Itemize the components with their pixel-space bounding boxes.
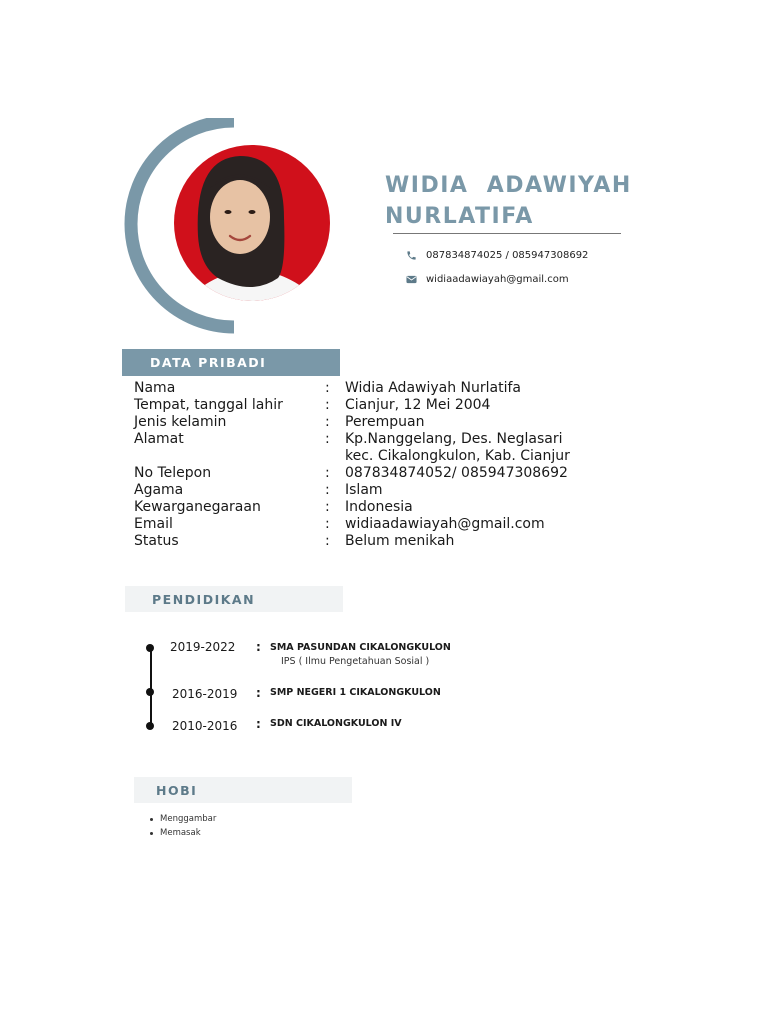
name-line-1: WIDIA ADAWIYAH (385, 173, 632, 198)
hobby-text: Menggambar (160, 814, 217, 824)
row-colon: : (325, 516, 330, 532)
education-colon: : (256, 640, 261, 654)
timeline-dot (146, 644, 154, 652)
row-value: kec. Cikalongkulon, Kab. Cianjur (345, 448, 570, 464)
hobby-item (150, 814, 216, 824)
cv-name (385, 170, 705, 232)
education-years: 2019-2022 (170, 640, 236, 654)
row-value: Widia Adawiyah Nurlatifa (345, 380, 522, 396)
row-value: Cianjur, 12 Mei 2004 (345, 397, 491, 413)
row-label: Agama (134, 482, 184, 498)
row-value: Indonesia (345, 499, 413, 515)
row-colon: : (325, 380, 330, 396)
row-colon: : (325, 482, 330, 498)
education-school: SMA PASUNDAN CIKALONGKULON (270, 642, 451, 653)
phone-icon (404, 248, 418, 262)
section-heading-hobi: HOBI (134, 777, 352, 803)
timeline-dot (146, 688, 154, 696)
education-colon: : (256, 686, 261, 700)
education-school: SMP NEGERI 1 CIKALONGKULON (270, 687, 441, 698)
education-years: 2010-2016 (172, 719, 238, 733)
contact-email (404, 271, 569, 287)
email-text: widiaadawiayah@gmail.com (426, 273, 569, 285)
row-value: Kp.Nanggelang, Des. Neglasari (345, 431, 563, 447)
row-label: Jenis kelamin (134, 414, 227, 430)
row-label: Alamat (134, 431, 184, 447)
row-colon: : (325, 499, 330, 515)
timeline-dot (146, 722, 154, 730)
row-value: Belum menikah (345, 533, 455, 549)
row-value: widiaadawiayah@gmail.com (345, 516, 545, 532)
bullet-icon (150, 818, 153, 821)
row-colon: : (325, 465, 330, 481)
row-colon: : (325, 397, 330, 413)
row-label: No Telepon (134, 465, 212, 481)
section-heading-data-pribadi: DATA PRIBADI (122, 349, 340, 376)
row-value: 087834874052/ 085947308692 (345, 465, 568, 481)
hobby-text: Memasak (160, 828, 201, 838)
row-label: Tempat, tanggal lahir (134, 397, 283, 413)
row-value: Islam (345, 482, 383, 498)
row-label: Email (134, 516, 173, 532)
section-heading-pendidikan: PENDIDIKAN (125, 586, 343, 612)
row-label: Status (134, 533, 179, 549)
row-label: Nama (134, 380, 176, 396)
row-value: Perempuan (345, 414, 425, 430)
name-divider (393, 233, 621, 234)
contact-phone (404, 247, 588, 263)
envelope-icon (404, 272, 418, 286)
row-label: Kewarganegaraan (134, 499, 261, 515)
profile-photo (118, 118, 358, 338)
row-colon: : (325, 414, 330, 430)
bullet-icon (150, 832, 153, 835)
row-colon: : (325, 431, 330, 447)
timeline-line (150, 647, 152, 727)
name-line-2: NURLATIFA (385, 204, 534, 229)
phone-text: 087834874025 / 085947308692 (426, 249, 589, 261)
education-years: 2016-2019 (172, 687, 238, 701)
education-major: IPS ( Ilmu Pengetahuan Sosial ) (281, 656, 430, 667)
education-school: SDN CIKALONGKULON IV (270, 718, 402, 729)
hobby-item (150, 828, 201, 838)
row-colon: : (325, 533, 330, 549)
education-colon: : (256, 717, 261, 731)
